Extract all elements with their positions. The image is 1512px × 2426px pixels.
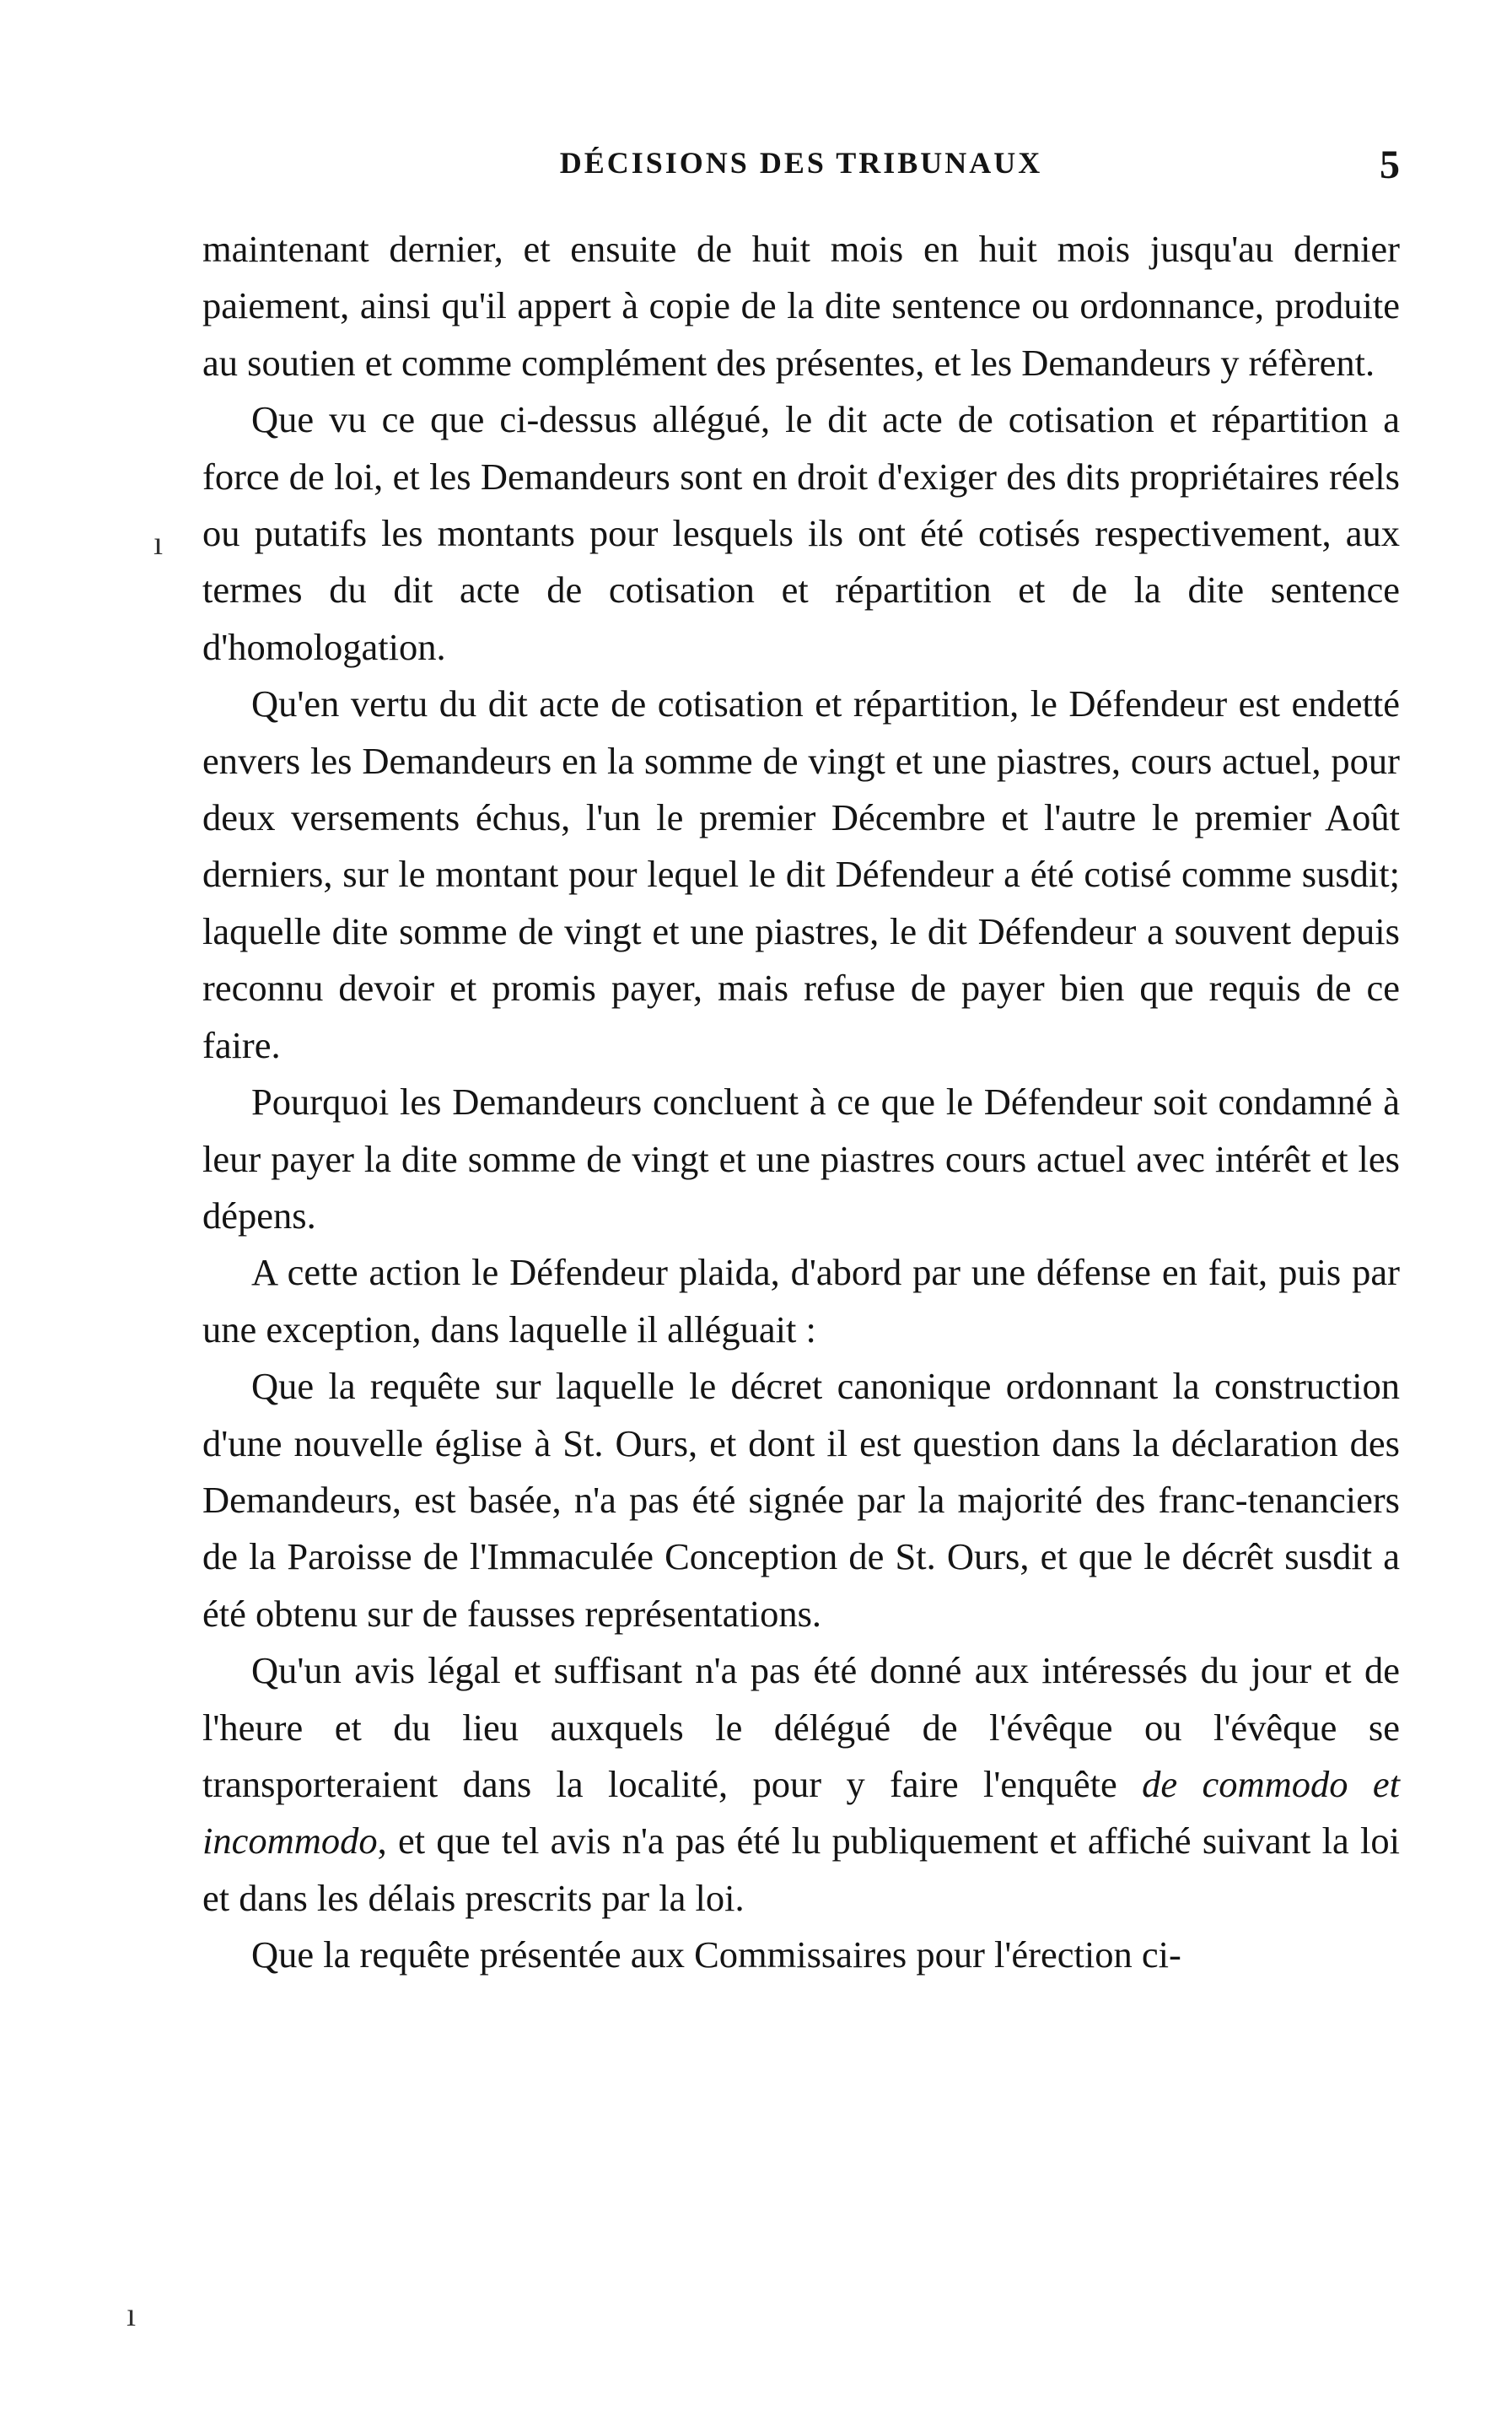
paragraph-3: Qu'en vertu du dit acte de cotisation et répartition, le Défendeur est endetté envers les Demandeurs en la somme de vingt et une piastres, cours actuel, pour deux versements échus, l'un le premier Décembre et l'autre le premier Août derniers, sur le montant pour lequel le dit Défendeur a été cotisé comme susdit; laquelle dite somme de vingt et une piastres, le dit Défendeur a souvent depuis reconnu devoir et promis payer, mais refuse de payer bien que requis de ce faire. [202, 682, 1400, 1066]
paragraph-8: Que la requête présentée aux Commissaires pour l'érection ci- [251, 1933, 1181, 1976]
paragraph-5: A cette action le Défendeur plaida, d'abord par une défense en fait, puis par une exception, dans laquelle il alléguait : [202, 1251, 1400, 1350]
paragraph-1: maintenant dernier, et ensuite de huit mois en huit mois jusqu'au dernier paiement, ainsi qu'il appert à copie de la dite sentence ou ordonnance, produite au soutien et comme complément des présentes, et les Demandeurs y réfèrent. [202, 228, 1400, 384]
paragraph-6: Que la requête sur laquelle le décret canonique ordonnant la construction d'une nouvelle église à St. Ours, et dont il est question dans la déclaration des Demandeurs, est basée, n'a pas été signée par la majorité des franc-tenanciers de la Paroisse de l'Immaculée Conception de St. Ours, et que le décrêt susdit a été obtenu sur de fausses représentations. [202, 1365, 1400, 1635]
paragraph-7-rest: , et que tel avis n'a pas été lu publiquement et affiché suivant la loi et dans les délais prescrits par la loi. [202, 1820, 1400, 1919]
margin-mark: ı [126, 2295, 137, 2333]
paragraph-4: Pourquoi les Demandeurs concluent à ce que le Défendeur soit condamné à leur payer la dite somme de vingt et une piastres cours actuel avec intérêt et les dépens. [202, 1081, 1400, 1237]
body-text [202, 221, 1400, 1984]
running-title: DÉCISIONS DES TRIBUNAUX [559, 146, 1043, 180]
paragraph-7 [202, 1642, 1400, 1927]
running-head [202, 142, 1400, 187]
margin-mark: ı [153, 524, 164, 562]
page-number: 5 [1380, 143, 1400, 187]
paragraph-7-text: Qu'un avis légal et suffisant n'a pas été donné aux intéressés du jour et de l'heure et du lieu auxquels le délégué de l'évêque ou l'évêque se transporteraient dans la localité, pour y faire l'enquête [202, 1649, 1400, 1805]
paragraph-2: Que vu ce que ci-dessus allégué, le dit acte de cotisation et répartition a force de loi, et les Demandeurs sont en droit d'exiger des dits propriétaires réels ou putatifs les montants pour lesquels ils ont été cotisés respectivement, aux termes du dit acte de cotisation et répartition et de la dite sentence d'homologation. [202, 398, 1400, 668]
latin-phrase: de commodo et incommodo [202, 1762, 1401, 1863]
